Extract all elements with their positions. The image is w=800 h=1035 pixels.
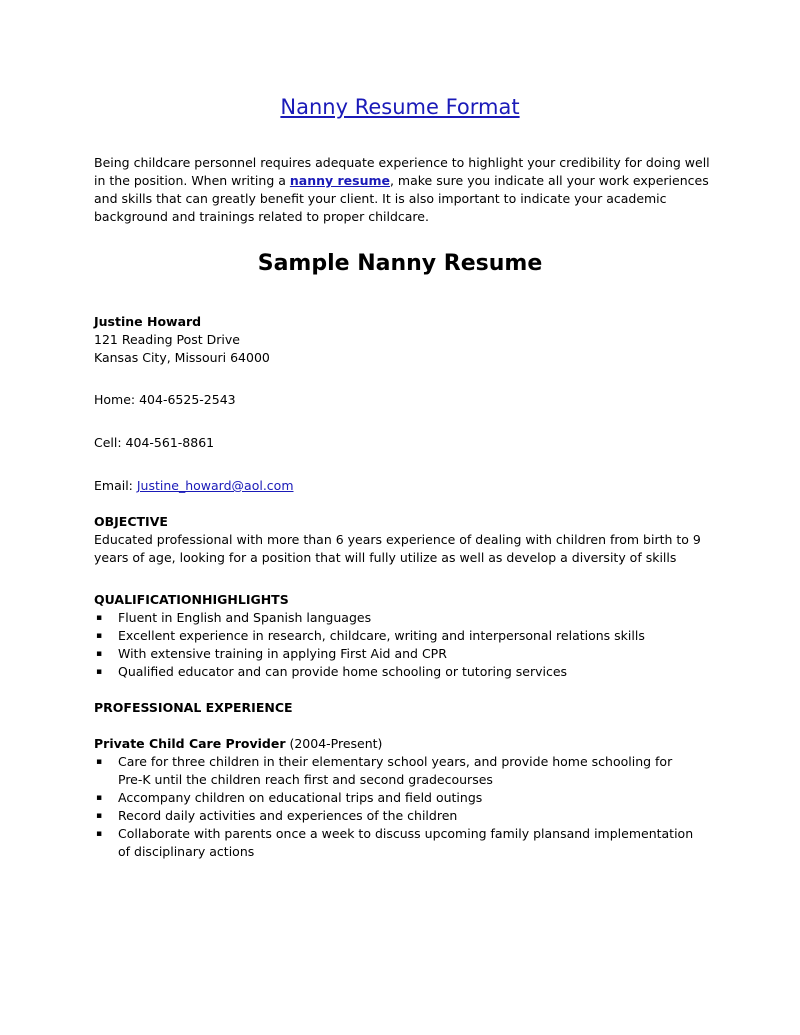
cell-phone: Cell: 404-561-8861 (94, 435, 215, 450)
list-item-text: Qualified educator and can provide home schooling or tutoring services (118, 664, 568, 679)
candidate-name: Justine Howard (94, 314, 202, 329)
intro-text-start: Being childcare personnel requires adequate experience to highlight your credibility for doing well in the position. When writing a (94, 155, 710, 188)
qualifications-list (94, 609, 734, 681)
list-item (94, 789, 694, 807)
email-link[interactable]: Justine_howard@aol.com (136, 478, 294, 493)
bullet-icon: ▪ (96, 829, 103, 839)
experience-heading: PROFESSIONAL EXPERIENCE (94, 700, 293, 715)
intro-paragraph (94, 154, 714, 226)
qualifications-section (94, 591, 734, 681)
experience-list (94, 753, 694, 861)
objective-heading: OBJECTIVE (94, 514, 168, 529)
objective-section (94, 513, 714, 567)
qualifications-heading: QUALIFICATIONHIGHLIGHTS (94, 592, 289, 607)
list-item-text: Accompany children on educational trips and field outings (118, 790, 483, 805)
bullet-icon: ▪ (96, 793, 103, 803)
objective-text: Educated professional with more than 6 years experience of dealing with children from birth to 9 years of age, looking for a position that will fully utilize as well as develop a diversity of skills (94, 532, 701, 565)
list-item (94, 807, 694, 825)
email-label: Email: (94, 478, 137, 493)
list-item-text: Record daily activities and experiences of the children (118, 808, 458, 823)
contact-address-block (94, 313, 734, 367)
bullet-icon: ▪ (96, 649, 103, 659)
list-item (94, 663, 734, 681)
sample-resume-heading: Sample Nanny Resume (257, 251, 543, 276)
job-period: (2004-Present) (285, 736, 383, 751)
email-line (94, 477, 734, 495)
list-item (94, 645, 734, 663)
nanny-resume-link[interactable]: nanny resume (289, 173, 390, 188)
title-link[interactable]: Nanny Resume Format (280, 95, 520, 119)
list-item (94, 609, 734, 627)
experience-section (94, 735, 694, 861)
job-title: Private Child Care Provider (94, 736, 286, 751)
address-line-1: 121 Reading Post Drive (94, 332, 240, 347)
list-item-text: Collaborate with parents once a week to discuss upcoming family plansand implementation of disciplinary actions (118, 826, 694, 859)
bullet-icon: ▪ (96, 667, 103, 677)
list-item-text: Fluent in English and Spanish languages (118, 610, 372, 625)
intro-text-end: , make sure you indicate all your work experiences and skills that can greatly benefit your client. It is also important to indicate your academic background and trainings related to proper childcare. (94, 173, 709, 224)
list-item (94, 753, 694, 789)
bullet-icon: ▪ (96, 613, 103, 623)
job-line (94, 735, 694, 753)
page-title (0, 93, 800, 121)
list-item-text: With extensive training in applying First Aid and CPR (118, 646, 447, 661)
list-item (94, 825, 694, 861)
address-line-2: Kansas City, Missouri 64000 (94, 350, 270, 365)
bullet-icon: ▪ (96, 811, 103, 821)
list-item-text: Care for three children in their elementary school years, and provide home schooling for Pre-K until the children reach first and second gradecourses (118, 754, 673, 787)
home-phone: Home: 404-6525-2543 (94, 392, 236, 407)
list-item (94, 627, 734, 645)
bullet-icon: ▪ (96, 631, 103, 641)
bullet-icon: ▪ (96, 757, 103, 767)
list-item-text: Excellent experience in research, childcare, writing and interpersonal relations skills (118, 628, 645, 643)
